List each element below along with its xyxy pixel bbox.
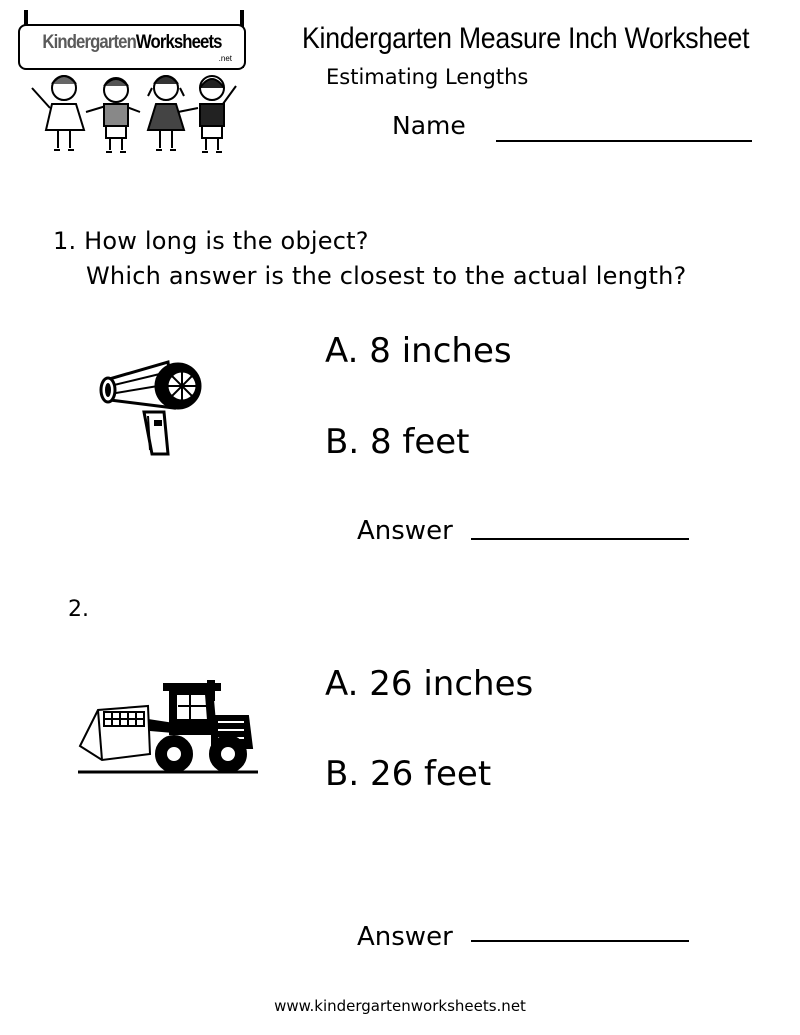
logo-wordmark: [33, 32, 230, 54]
footer-url: www.kindergartenworksheets.net: [274, 997, 526, 1015]
worksheet-title: Kindergarten Measure Inch Worksheet: [302, 22, 750, 55]
logo-word-kindergarten: Kindergarten: [42, 32, 136, 53]
worksheet-subtitle: Estimating Lengths: [326, 65, 529, 89]
logo-banner: [18, 24, 246, 70]
question-1-number-line: 1. How long is the object?: [53, 227, 369, 255]
name-label: Name: [392, 111, 466, 140]
question-2-option-b[interactable]: B. 26 feet: [325, 754, 492, 794]
question-1-prompt: Which answer is the closest to the actual length?: [86, 262, 687, 290]
question-1-answer-label: Answer: [357, 516, 453, 546]
name-blank-line[interactable]: [496, 140, 752, 142]
logo-word-worksheets: Worksheets: [135, 32, 222, 53]
logo-suffix: .net: [218, 54, 232, 63]
bulldozer-icon: [78, 680, 258, 776]
question-1-option-a[interactable]: A. 8 inches: [325, 331, 512, 371]
question-1-option-b[interactable]: B. 8 feet: [325, 422, 470, 462]
question-1-answer-line[interactable]: [471, 538, 689, 540]
question-2-answer-label: Answer: [357, 922, 453, 952]
question-2-number: 2.: [68, 597, 89, 622]
hair-dryer-icon: [96, 350, 204, 460]
question-2-answer-line[interactable]: [471, 940, 689, 942]
kids-holding-hands-icon: [28, 66, 238, 158]
question-2-option-a[interactable]: A. 26 inches: [325, 664, 534, 704]
site-logo: [14, 8, 254, 158]
